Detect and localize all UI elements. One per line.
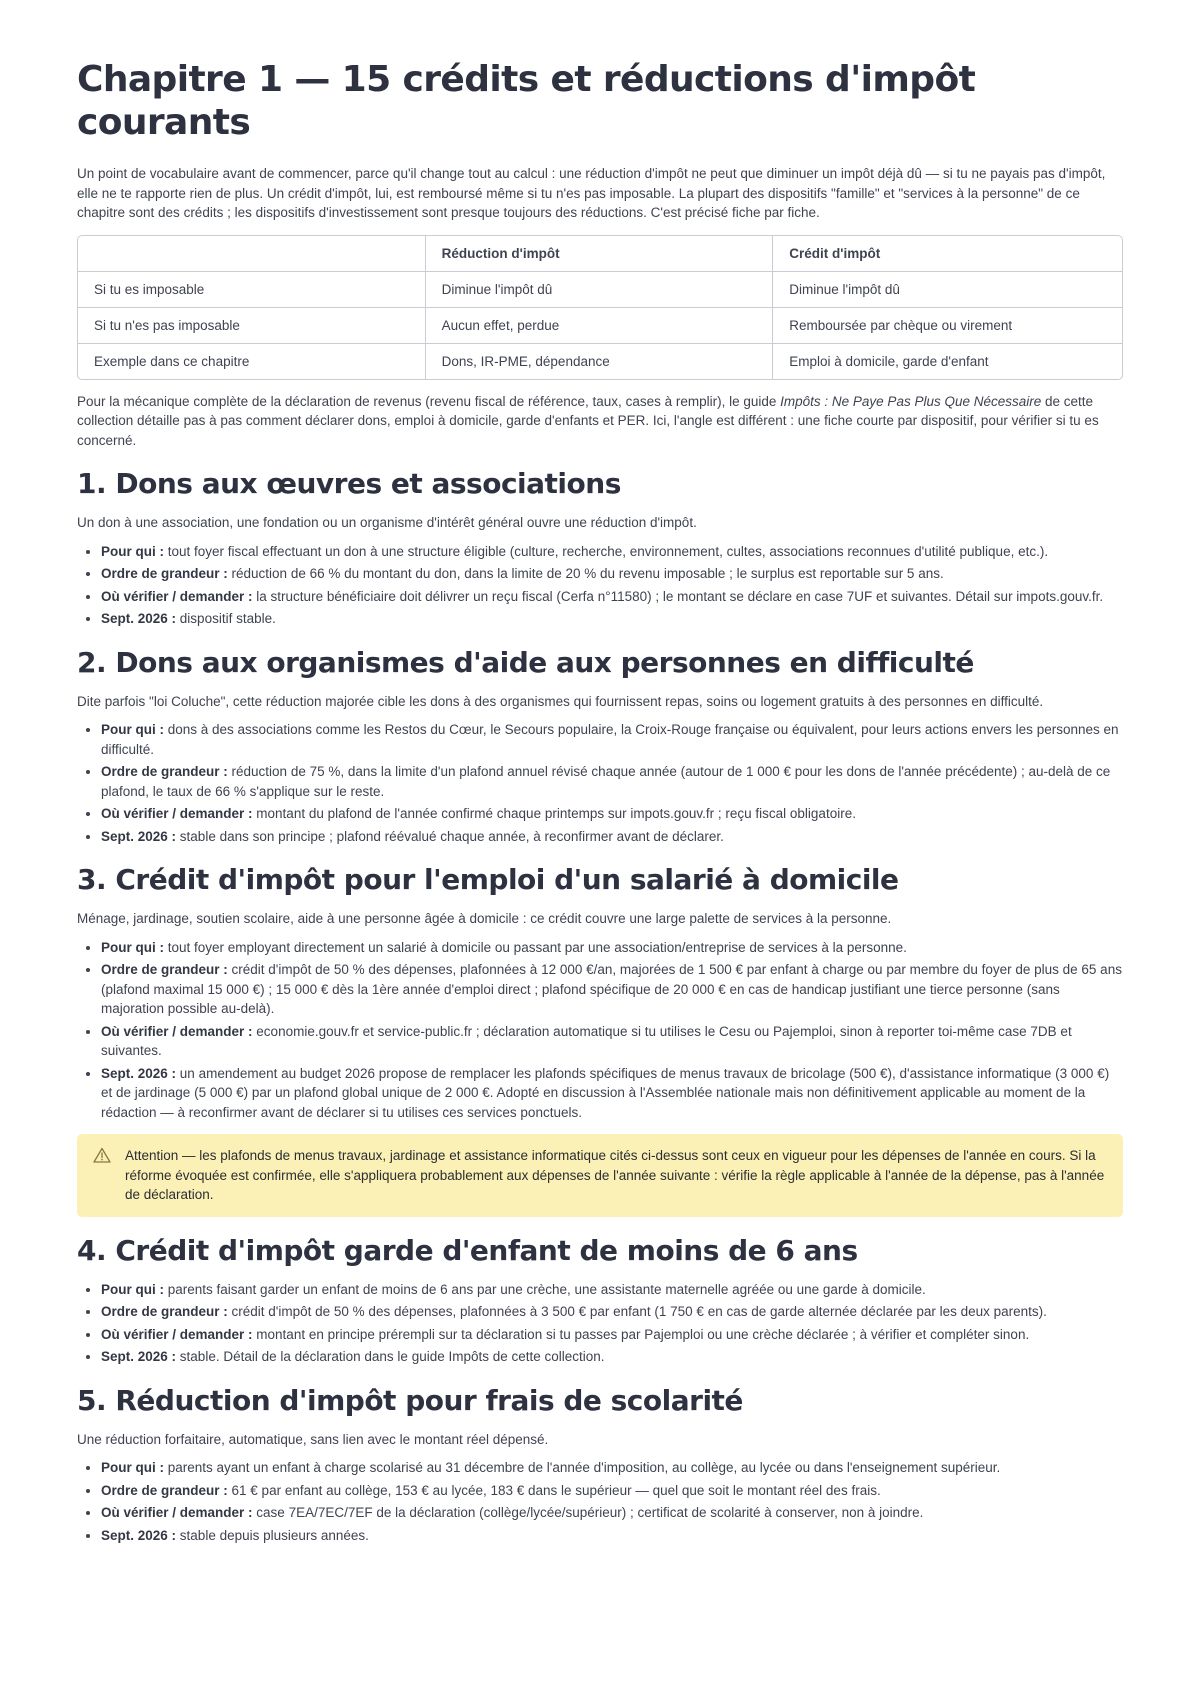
section-dons-oeuvres	[77, 466, 1123, 629]
list-item	[101, 1280, 1123, 1300]
item-label: Ordre de grandeur :	[101, 764, 228, 780]
table-cell: Si tu es imposable	[78, 272, 426, 308]
section-list	[77, 1458, 1123, 1545]
section-intro: Un don à une association, une fondation ou un organisme d'intérêt général ouvre une réduction d'impôt.	[77, 515, 697, 531]
table-cell: Exemple dans ce chapitre	[78, 344, 426, 379]
item-text: réduction de 75 %, dans la limite d'un plafond annuel révisé chaque année (autour de 1 000 € pour les dons de l'année précédente) ; au-delà de ce plafond, le taux de 66 % s'applique sur le reste.	[101, 764, 1111, 799]
item-text: stable dans son principe ; plafond réévalué chaque année, à reconfirmer avant de déclarer.	[176, 828, 724, 844]
table-row	[78, 344, 1122, 379]
mechanics-text-end: de cette collection détaille pas à pas comment déclarer dons, emploi à domicile, garde d'enfants et PER. Ici, l'angle est différent : une fiche courte par dispositif, pour vérifier si tu es concerné.	[77, 393, 1099, 448]
list-item	[101, 1526, 1123, 1546]
item-label: Sept. 2026 :	[101, 611, 177, 627]
item-text: un amendement au budget 2026 propose de remplacer les plafonds spécifiques de menus travaux de bricolage (500 €), d'assistance informatique (3 000 €) et de jardinage (5 000 €) par un plafond global unique de 2 000 €. Adopté en discussion à l'Assemblée nationale mais non définitivement applicable au moment de la rédaction — à reconfirmer avant de déclarer si tu utilises ces services ponctuels.	[101, 1065, 1110, 1120]
item-text: crédit d'impôt de 50 % des dépenses, plafonnées à 3 500 € par enfant (1 750 € en cas de garde alternée déclarée par les deux parents).	[227, 1304, 1047, 1320]
item-label: Pour qui :	[101, 1281, 164, 1297]
list-item	[101, 804, 1123, 824]
guide-title: Impôts : Ne Paye Pas Plus Que Nécessaire	[780, 393, 1042, 409]
list-item	[101, 827, 1123, 847]
table-cell: Dons, IR-PME, dépendance	[426, 344, 774, 379]
item-label: Où vérifier / demander :	[101, 1326, 253, 1342]
item-text: réduction de 66 % du montant du don, dans la limite de 20 % du revenu imposable ; le surplus est reportable sur 5 ans.	[227, 566, 944, 582]
section-list	[77, 720, 1123, 846]
item-label: Ordre de grandeur :	[101, 1482, 228, 1498]
section-frais-scolarite	[77, 1383, 1123, 1546]
item-text: tout foyer employant directement un salarié à domicile ou passant par une association/entreprise de services à la personne.	[164, 939, 907, 955]
table-cell: Emploi à domicile, garde d'enfant	[789, 353, 989, 369]
list-item	[101, 938, 1123, 958]
section-title: 1. Dons aux œuvres et associations	[77, 467, 621, 501]
section-list	[77, 938, 1123, 1123]
section-emploi-domicile	[77, 862, 1123, 1217]
section-dons-difficulte	[77, 645, 1123, 847]
section-garde-enfant	[77, 1233, 1123, 1367]
item-text: 61 € par enfant au collège, 153 € au lycée, 183 € dans le supérieur — quel que soit le montant réel des frais.	[227, 1482, 881, 1498]
list-item	[101, 762, 1123, 801]
list-item	[101, 1503, 1123, 1523]
list-item	[101, 720, 1123, 759]
list-item	[101, 1302, 1123, 1322]
list-item	[101, 1064, 1123, 1123]
item-text: montant en principe prérempli sur ta déclaration si tu passes par Pajemploi ou une crèche déclarée ; à vérifier et compléter sinon.	[252, 1326, 1030, 1342]
list-item	[101, 1481, 1123, 1501]
section-list	[77, 1280, 1123, 1367]
item-text: crédit d'impôt de 50 % des dépenses, plafonnées à 12 000 €/an, majorées de 1 500 € par enfant à charge ou par membre du foyer de plus de 65 ans (plafond maximal 15 000 €) ; 15 000 € dès la 1ère année d'emploi direct ; plafond spécifique de 20 000 € en cas de handicap justifiant une tierce personne (sans majoration possible au-delà).	[101, 962, 1122, 1017]
section-title: 5. Réduction d'impôt pour frais de scolarité	[77, 1383, 743, 1417]
section-list	[77, 542, 1123, 629]
table-header-cell: Crédit d'impôt	[773, 236, 1122, 272]
section-intro: Ménage, jardinage, soutien scolaire, aide à une personne âgée à domicile : ce crédit couvre une large palette de services à la personne.	[77, 911, 892, 927]
warning-text: Attention — les plafonds de menus travaux, jardinage et assistance informatique cités ci-dessus sont ceux en vigueur pour les dépenses de l'année en cours. Si la réforme évoquée est confirmée, elle s'appliquera probablement aux dépenses de l'année suivante : vérifie la règle applicable à l'année de la dépense, pas à l'année de déclaration.	[125, 1148, 1105, 1203]
item-text: montant du plafond de l'année confirmé chaque printemps sur impots.gouv.fr ; reçu fiscal obligatoire.	[252, 806, 856, 822]
item-label: Où vérifier / demander :	[101, 806, 253, 822]
list-item	[101, 960, 1123, 1019]
section-title: 3. Crédit d'impôt pour l'emploi d'un salarié à domicile	[77, 863, 899, 897]
comparison-table	[77, 235, 1123, 380]
table-header-row	[78, 236, 1122, 272]
table-cell: Diminue l'impôt dû	[773, 272, 1122, 308]
item-text: dispositif stable.	[176, 611, 276, 627]
list-item	[101, 1347, 1123, 1367]
table-header-cell	[78, 236, 426, 272]
intro-paragraph: Un point de vocabulaire avant de commencer, parce qu'il change tout au calcul : une réduction d'impôt ne peut que diminuer un impôt déjà dû — si tu ne payais pas d'impôt, elle ne te rapporte rien de plus. Un crédit d'impôt, lui, est remboursé même si tu n'es pas imposable. La plupart des dispositifs "famille" et "services à la personne" de ce chapitre sont des crédits ; les dispositifs d'investissement sont presque toujours des réductions. C'est précisé fiche par fiche.	[77, 166, 1106, 221]
item-label: Pour qui :	[101, 1460, 164, 1476]
section-title: 2. Dons aux organismes d'aide aux personnes en difficulté	[77, 645, 974, 679]
warning-icon	[93, 1147, 111, 1163]
mechanics-text-start: Pour la mécanique complète de la déclaration de revenus (revenu fiscal de référence, taux, cases à remplir), le guide	[77, 393, 781, 409]
warning-callout	[77, 1134, 1123, 1217]
list-item	[101, 609, 1123, 629]
table-cell: Si tu n'es pas imposable	[78, 308, 426, 344]
item-text: parents faisant garder un enfant de moins de 6 ans par une crèche, une assistante maternelle agréée ou une garde à domicile.	[164, 1281, 926, 1297]
list-item	[101, 587, 1123, 607]
item-label: Sept. 2026 :	[101, 828, 177, 844]
item-text: case 7EA/7EC/7EF de la déclaration (collège/lycée/supérieur) ; certificat de scolarité à conserver, non à joindre.	[252, 1505, 924, 1521]
table-row	[78, 272, 1122, 308]
item-text: stable. Détail de la déclaration dans le guide Impôts de cette collection.	[176, 1349, 605, 1365]
table-cell: Diminue l'impôt dû	[426, 272, 774, 308]
table-cell: Aucun effet, perdue	[426, 308, 774, 344]
table-cell: Remboursée par chèque ou virement	[773, 308, 1122, 344]
item-label: Pour qui :	[101, 722, 164, 738]
item-label: Où vérifier / demander :	[101, 588, 253, 604]
item-label: Pour qui :	[101, 543, 164, 559]
item-label: Ordre de grandeur :	[101, 1304, 228, 1320]
item-label: Où vérifier / demander :	[101, 1023, 253, 1039]
section-title: 4. Crédit d'impôt garde d'enfant de moins de 6 ans	[77, 1233, 858, 1267]
section-intro: Une réduction forfaitaire, automatique, sans lien avec le montant réel dépensé.	[77, 1431, 549, 1447]
list-item	[101, 542, 1123, 562]
item-label: Ordre de grandeur :	[101, 566, 228, 582]
item-label: Ordre de grandeur :	[101, 962, 228, 978]
mechanics-paragraph	[77, 392, 1123, 451]
item-text: parents ayant un enfant à charge scolarisé au 31 décembre de l'année d'imposition, au collège, au lycée ou dans l'enseignement supérieur.	[164, 1460, 1001, 1476]
section-intro: Dite parfois "loi Coluche", cette réduction majorée cible les dons à des organismes qui fournissent repas, soins ou logement gratuits à des personnes en difficulté.	[77, 693, 1044, 709]
item-label: Sept. 2026 :	[101, 1065, 177, 1081]
item-text: la structure bénéficiaire doit délivrer un reçu fiscal (Cerfa n°11580) ; le montant se déclare en case 7UF et suivantes. Détail sur impots.gouv.fr.	[252, 588, 1104, 604]
page-title: Chapitre 1 — 15 crédits et réductions d'impôt courants	[77, 59, 976, 144]
table-row	[78, 308, 1122, 344]
list-item	[101, 1325, 1123, 1345]
table-header-cell: Réduction d'impôt	[426, 236, 774, 272]
item-text: tout foyer fiscal effectuant un don à une structure éligible (culture, recherche, environnement, cultes, associations reconnues d'utilité publique, etc.).	[164, 543, 1049, 559]
item-label: Sept. 2026 :	[101, 1527, 177, 1543]
item-label: Où vérifier / demander :	[101, 1505, 253, 1521]
item-text: economie.gouv.fr et service-public.fr ; déclaration automatique si tu utilises le Cesu ou Pajemploi, sinon à reporter toi-même case 7DB et suivantes.	[101, 1023, 1072, 1059]
item-label: Pour qui :	[101, 939, 164, 955]
item-text: dons à des associations comme les Restos du Cœur, le Secours populaire, la Croix-Rouge française ou équivalent, pour leurs actions envers les personnes en difficulté.	[101, 722, 1119, 757]
list-item	[101, 1458, 1123, 1478]
list-item	[101, 1022, 1123, 1061]
item-text: stable depuis plusieurs années.	[176, 1527, 369, 1543]
item-label: Sept. 2026 :	[101, 1349, 177, 1365]
list-item	[101, 564, 1123, 584]
